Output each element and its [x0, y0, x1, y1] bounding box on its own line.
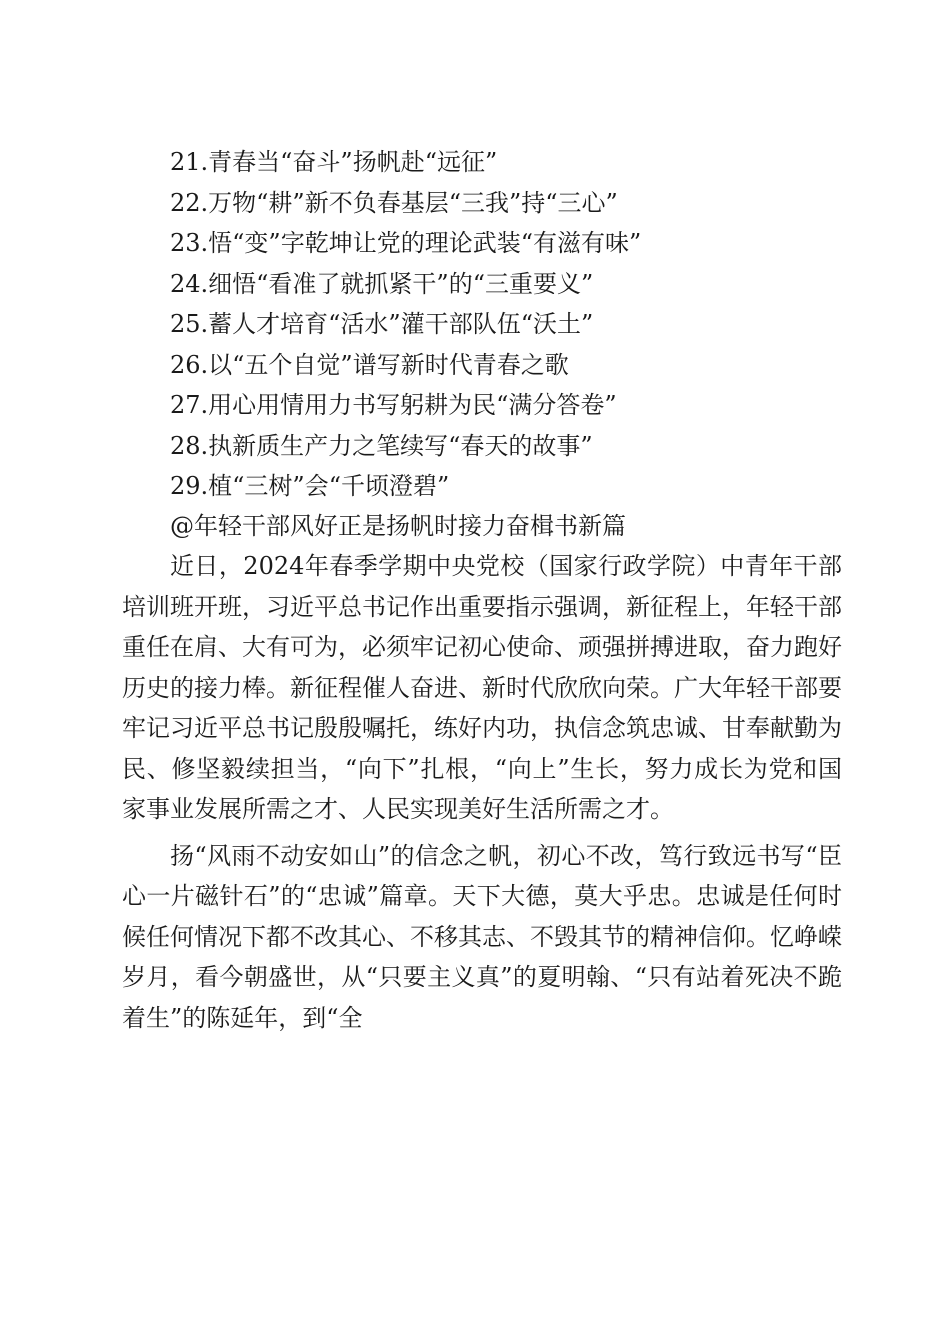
article-body: [122, 546, 842, 1038]
paragraph: 扬“风雨不动安如山”的信念之帆，初心不改，笃行致远书写“臣心一片磁针石”的“忠诚”篇章。天下大德，莫大乎忠。忠诚是任何时候任何情况下都不改其心、不移其志、不毁其节的精神信仰。忆峥嵘岁月，看今朝盛世，从“只要主义真”的夏明翰、“只有站着死决不跪着生”的陈延年，到“全: [122, 841, 842, 1032]
article-title: @年轻干部风好正是扬帆时接力奋楫书新篇: [170, 512, 626, 540]
list-item: 25.蓄人才培育“活水”灌干部队伍“沃土”: [170, 310, 594, 338]
title-list: [170, 142, 870, 507]
paragraph: 近日，2024年春季学期中央党校（国家行政学院）中青年干部培训班开班，习近平总书记作出重要指示强调，新征程上，年轻干部重任在肩、大有可为，必须牢记初心使命、顽强拼搏进取，奋力跑好历史的接力棒。新征程催人奋进、新时代欣欣向荣。广大年轻干部要牢记习近平总书记殷殷嘱托，练好内功，执信念筑忠诚、甘奉献勤为民、修坚毅续担当，“向下”扎根，“向上”生长，努力成长为党和国家事业发展所需之才、人民实现美好生活所需之才。: [122, 552, 842, 823]
list-item: 29.植“三树”会“千顷澄碧”: [170, 472, 450, 500]
list-item: 27.用心用情用力书写躬耕为民“满分答卷”: [170, 391, 617, 419]
list-item: 28.执新质生产力之笔续写“春天的故事”: [170, 431, 593, 460]
list-item: 21.青春当“奋斗”扬帆赴“远征”: [170, 148, 498, 176]
list-item: 24.细悟“看准了就抓紧干”的“三重要义”: [170, 269, 594, 298]
list-item: 26.以“五个自觉”谱写新时代青春之歌: [170, 350, 569, 379]
list-item: 23.悟“变”字乾坤让党的理论武装“有滋有味”: [170, 229, 642, 257]
list-item: 22.万物“耕”新不负春基层“三我”持“三心”: [170, 188, 618, 217]
